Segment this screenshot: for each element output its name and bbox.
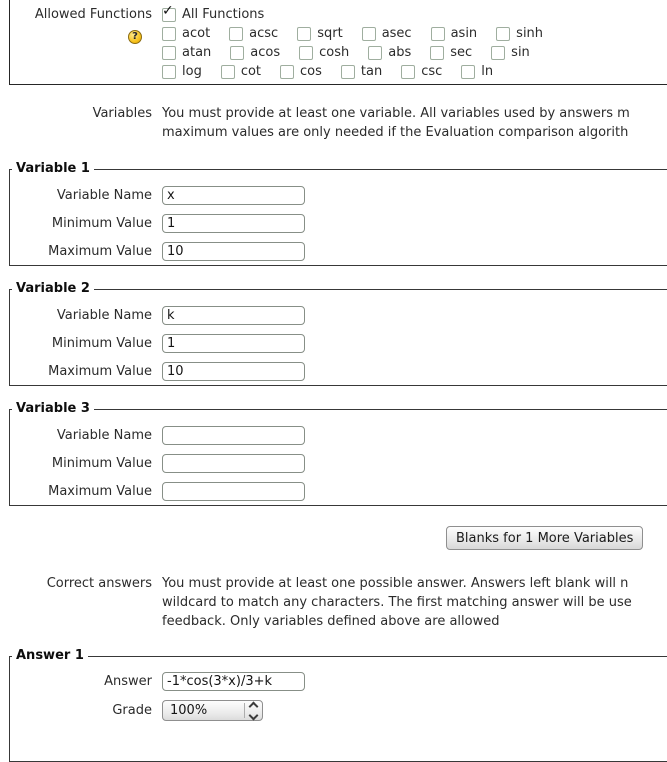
- function-checkbox-cos[interactable]: [280, 65, 294, 79]
- allowed-functions-label: Allowed Functions: [34, 7, 152, 22]
- add-variables-button-row: [0, 526, 667, 550]
- function-checkbox-tan[interactable]: [341, 65, 355, 79]
- variable-1-legend: Variable 1: [12, 161, 94, 176]
- variables-intro-row: [0, 104, 667, 142]
- variable-1-max-input[interactable]: [162, 242, 305, 261]
- function-checkbox-asec[interactable]: [362, 27, 376, 41]
- maximum-value-label: Maximum Value: [48, 364, 152, 379]
- function-label: asec: [381, 26, 412, 41]
- correct-answers-description-line: feedback. Only variables defined above are allowed: [162, 614, 500, 629]
- function-label: sinh: [516, 26, 544, 41]
- variables-description: [162, 104, 667, 142]
- correct-answers-intro-row: [0, 574, 667, 631]
- variable-2-name-input[interactable]: [162, 306, 305, 325]
- variable-1-min-input[interactable]: [162, 214, 305, 233]
- function-checkbox-sec[interactable]: [430, 46, 444, 60]
- function-label: cot: [240, 64, 262, 79]
- function-label: acsc: [249, 26, 279, 41]
- maximum-value-label: Maximum Value: [48, 484, 152, 499]
- all-functions-checkbox[interactable]: [162, 2, 176, 22]
- function-label: cos: [300, 64, 322, 79]
- function-label: log: [182, 64, 202, 79]
- correct-answers-description-line: You must provide at least one possible answer. Answers left blank will n: [162, 576, 629, 591]
- function-label: cosh: [319, 45, 350, 60]
- variable-name-label: Variable Name: [56, 428, 152, 443]
- function-checkbox-acos[interactable]: [230, 46, 244, 60]
- minimum-value-label: Minimum Value: [51, 336, 152, 351]
- function-label: abs: [388, 45, 412, 60]
- function-checkbox-sqrt[interactable]: [297, 27, 311, 41]
- variable-2-legend: Variable 2: [12, 281, 94, 296]
- allowed-functions-fieldset: [9, 0, 667, 85]
- checkmark-icon: ✓: [162, 2, 174, 19]
- variable-3-fieldset: [9, 401, 667, 506]
- variable-3-max-input[interactable]: [162, 482, 305, 501]
- all-functions-item: [162, 2, 265, 24]
- help-cell: [10, 24, 152, 81]
- function-label: sin: [511, 45, 530, 60]
- variable-name-label: Variable Name: [56, 188, 152, 203]
- function-checkbox-acot[interactable]: [162, 27, 176, 41]
- variable-3-min-input[interactable]: [162, 454, 305, 473]
- function-label: sec: [450, 45, 473, 60]
- all-functions-label: All Functions: [182, 7, 265, 22]
- function-label: asin: [450, 26, 478, 41]
- function-checkbox-cot[interactable]: [221, 65, 235, 79]
- function-label: atan: [182, 45, 212, 60]
- variables-description-line: maximum values are only needed if the Evaluation comparison algorith: [162, 125, 629, 140]
- function-checkbox-sin[interactable]: [491, 46, 505, 60]
- function-row-2: [162, 43, 667, 62]
- function-checkbox-cosh[interactable]: [299, 46, 313, 60]
- grade-selected-value: 100%: [170, 703, 208, 718]
- answer-input[interactable]: [162, 672, 305, 691]
- maximum-value-label: Maximum Value: [48, 244, 152, 259]
- variables-label: Variables: [92, 106, 152, 121]
- answer-1-legend: Answer 1: [12, 648, 88, 663]
- function-label: sqrt: [317, 26, 343, 41]
- answer-label: Answer: [104, 674, 152, 689]
- correct-answers-label: Correct answers: [46, 576, 152, 591]
- function-checkbox-sinh[interactable]: [496, 27, 510, 41]
- variable-2-max-input[interactable]: [162, 362, 305, 381]
- function-checkbox-csc[interactable]: [401, 65, 415, 79]
- grade-label: Grade: [112, 703, 152, 718]
- function-label: csc: [421, 64, 443, 79]
- function-checkbox-atan[interactable]: [162, 46, 176, 60]
- function-row-3: [162, 62, 667, 81]
- function-label: tan: [360, 64, 383, 79]
- function-label: acos: [250, 45, 281, 60]
- variable-2-min-input[interactable]: [162, 334, 305, 353]
- variable-2-fieldset: [9, 281, 667, 386]
- function-checkbox-abs[interactable]: [368, 46, 382, 60]
- correct-answers-description-line: wildcard to match any characters. The first matching answer will be use: [162, 595, 632, 610]
- correct-answers-description: [162, 574, 667, 631]
- blanks-more-variables-button[interactable]: Blanks for 1 More Variables: [446, 526, 643, 550]
- function-checkbox-acsc[interactable]: [229, 27, 243, 41]
- minimum-value-label: Minimum Value: [51, 456, 152, 471]
- select-spinner-icon: [245, 703, 262, 719]
- variable-1-name-input[interactable]: [162, 186, 305, 205]
- function-checkbox-asin[interactable]: [431, 27, 445, 41]
- answer-1-fieldset: [9, 648, 667, 762]
- function-checkbox-log[interactable]: [162, 65, 176, 79]
- function-row-1: [162, 24, 667, 43]
- function-checkbox-ln[interactable]: [461, 65, 475, 79]
- variables-description-line: You must provide at least one variable. All variables used by answers m: [162, 106, 630, 121]
- function-checkbox-grid: [162, 24, 667, 81]
- variable-3-legend: Variable 3: [12, 401, 94, 416]
- minimum-value-label: Minimum Value: [51, 216, 152, 231]
- help-icon[interactable]: ?: [128, 30, 142, 44]
- variable-1-fieldset: [9, 161, 667, 266]
- grade-select[interactable]: [162, 700, 263, 721]
- function-label: acot: [182, 26, 211, 41]
- variable-name-label: Variable Name: [56, 308, 152, 323]
- function-label: ln: [481, 64, 494, 79]
- variable-3-name-input[interactable]: [162, 426, 305, 445]
